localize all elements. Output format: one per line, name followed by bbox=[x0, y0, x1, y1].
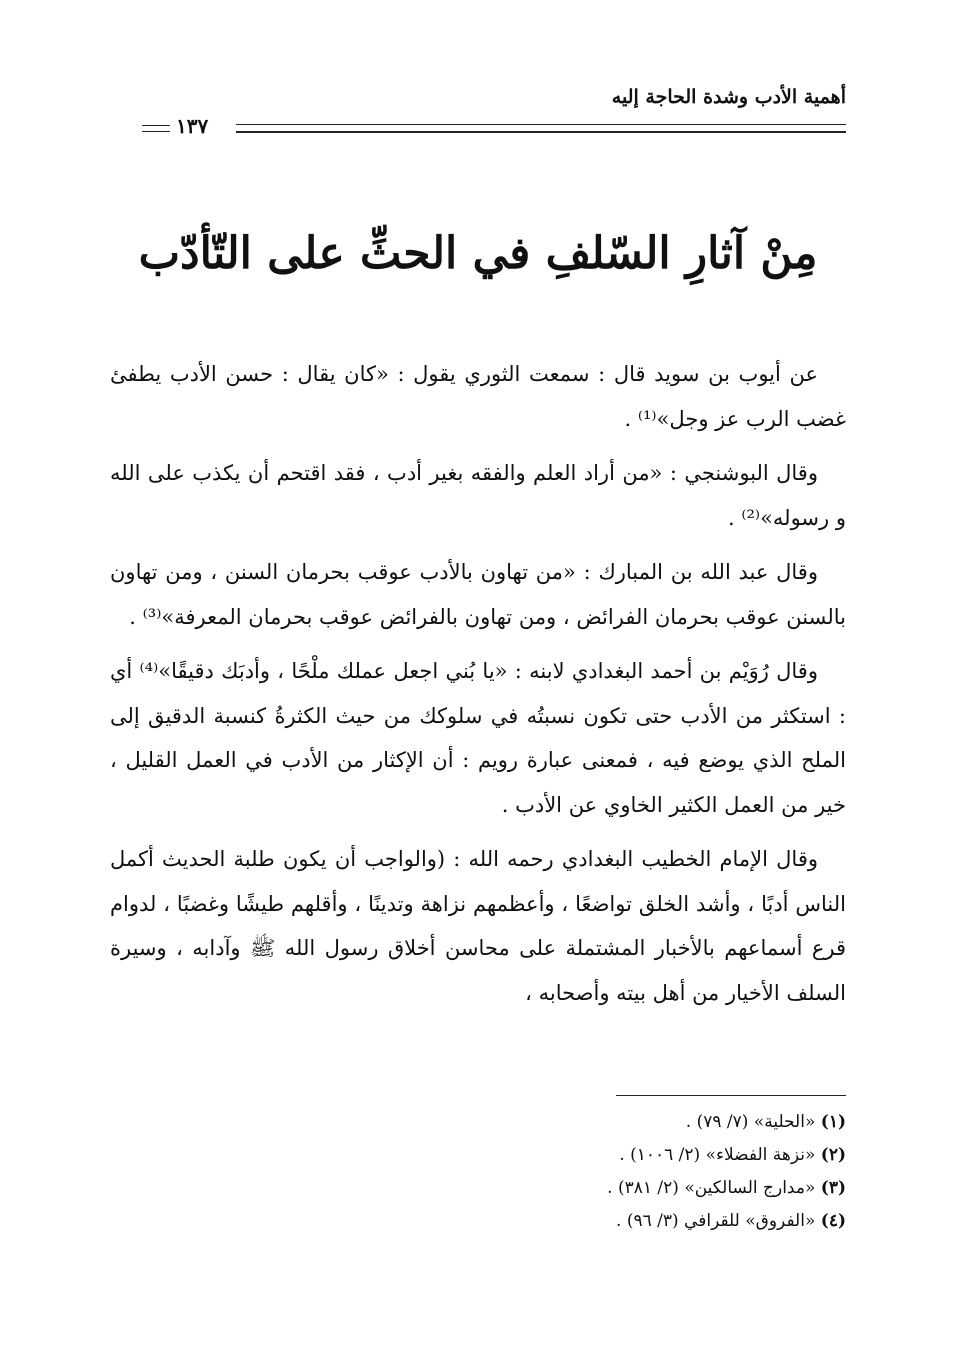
page-number: ١٣٧ bbox=[176, 114, 209, 138]
footnote-text: «الحلية» (٧/ ٧٩) . bbox=[685, 1112, 816, 1132]
header-rule bbox=[142, 116, 846, 138]
footnote bbox=[246, 1205, 846, 1238]
footnote-number: (٤) bbox=[820, 1211, 846, 1231]
footnote-text: «مدارج السالكين» (٢/ ٣٨١) . bbox=[607, 1178, 816, 1198]
footnotes bbox=[246, 1106, 846, 1238]
paragraph: وقال البوشنجي : «من أراد العلم والفقه بغير أدب ، فقد اقتحم أن يكذب على الله و رسوله»⁽²⁾ . bbox=[110, 461, 846, 530]
header-rule-long bbox=[236, 124, 846, 133]
paragraph: عن أيوب بن سويد قال : سمعت الثوري يقول : «كان يقال : حسن الأدب يطفئ غضب الرب عز وجل»⁽¹⁾ . bbox=[110, 362, 846, 431]
paragraph: وقال عبد الله بن المبارك : «من تهاون بالأدب عوقب بحرمان السنن ، ومن تهاون بالسنن عوقب بحرمان الفرائض ، ومن تهاون بالفرائض عوقب بحرمان المعرفة»⁽³⁾ . bbox=[110, 560, 846, 629]
section-title: مِنْ آثارِ السّلفِ في الحثِّ على التّأدّب bbox=[138, 228, 818, 279]
footnote-number: (٢) bbox=[820, 1145, 846, 1165]
footnote-text: «نزهة الفضلاء» (٢/ ١٠٠٦) . bbox=[619, 1145, 816, 1165]
body-text bbox=[110, 352, 846, 1025]
footnote-number: (١) bbox=[820, 1112, 846, 1132]
paragraph: وقال رُوَيْم بن أحمد البغدادي لابنه : «يا بُني اجعل عملك ملْحًا ، وأدبَك دقيقًا»⁽⁴⁾ أي : استكثر من الأدب حتى تكون نسبتُه في سلوكك من حيث الكثرةُ كنسبة الدقيق إلى الملح الذي يوضع فيه ، فمعنى عبارة رويم : أن الإكثار من الأدب في العمل القليل ، خير من العمل الكثير الخاوي عن الأدب . bbox=[110, 659, 846, 817]
footnote bbox=[246, 1172, 846, 1205]
footnote-separator bbox=[616, 1095, 846, 1096]
paragraph: وقال الإمام الخطيب البغدادي رحمه الله : (والواجب أن يكون طلبة الحديث أكمل الناس أدبًا ، وأشد الخلق تواضعًا ، وأعظمهم نزاهة وتدينًا ، وأقلهم طيشًا وغضبًا ، لدوام قرع أسماعهم بالأخبار المشتملة على محاسن أخلاق رسول الله ﷺ وآدابه ، وسيرة السلف الأخيار من أهل بيته وأصحابه ، bbox=[110, 847, 846, 1005]
running-header-title: أهمية الأدب وشدة الحاجة إليه bbox=[611, 86, 846, 108]
footnote-number: (٣) bbox=[820, 1178, 846, 1198]
footnote bbox=[246, 1106, 846, 1139]
footnote-text: «الفروق» للقرافي (٣/ ٩٦) . bbox=[616, 1211, 816, 1231]
footnote bbox=[246, 1139, 846, 1172]
header-rule-short bbox=[142, 125, 170, 132]
